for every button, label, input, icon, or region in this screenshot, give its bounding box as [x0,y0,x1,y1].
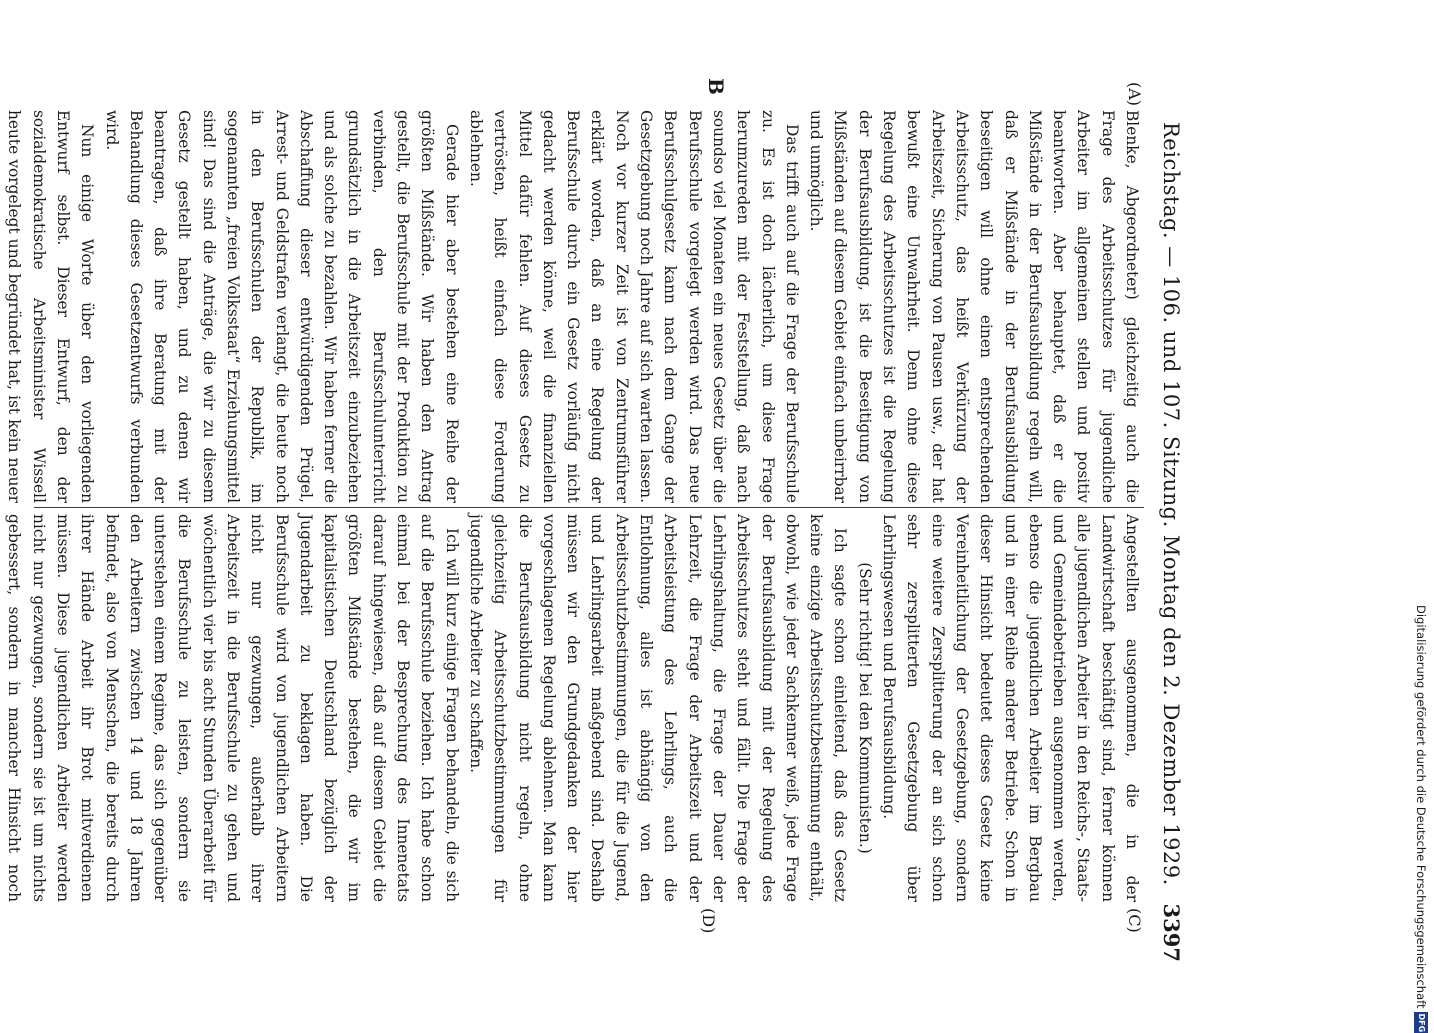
margin-mark-a: (A) [1125,82,1144,107]
paragraph: Blenke, Abgeordneter) gleichzeitig auch die Frage des Arbeitsschutzes für jugendliche Arbeiter im allgemeinen stellen und positiv beantworten. Aber behauptet, daß er die Mißstände in der Berufsausbildung regeln will, daß er Mißstände in der Berufsausbildung beseitigen will ohne einen entsprechenden Arbeitsschutz, das heißt Verkürzung der Arbeitszeit, Sicherung von Pausen usw., der hat bewußt eine Unwahrheit. Denn ohne diese Regelung des Arbeitsschutzes ist die Regelung der Berufsausbildung, ist die Beseitigung von Mißständen auf diesem Gebiet einfach unbeirrbar und unmöglich. [807,110,1141,503]
page-number: 3397 [1159,903,1184,962]
paragraph: Ich will kurz einige Fragen behandeln, die sich auf die Berufsschule beziehen. Ich habe schon einmal bei der Besprechung des Innenetats darauf hingewiesen, daß auf diesem Gebiet die größten Mißstände bestehen, die wir im kapitalistischen Deutschland bezüglich der Jugendarbeit zu beklagen haben. Die Berufsschule wird von jugendlichen Arbeitern nicht nur gezwungen, außerhalb ihrer Arbeitszeit in die Berufsschule zu gehen und wöchentlich vier bis acht Stunden Überarbeit für die Berufsschule zu leisten, sondern sie unterstehen einem Regime, das sich gegenüber den Arbeitern zwischen 14 und 18 Jahren befindet, also von Menschen, die bereits durch ihrer Hände Arbeit ihr Brot mitverdienen müssen. Diese jugendlichen Arbeiter werden nicht nur gezwungen, sondern sie ist um nichts gebessert, sondern in mancher Hinsicht noch [5,514,461,902]
margin-mark-d: (D) [699,908,718,934]
running-title: Reichstag. — 106. und 107. Sitzung. Montag den 2. Dezember 1929. [1159,122,1183,886]
paragraph: Gerade hier aber bestehen eine Reihe der größten Mißstände. Wir haben den Antrag gestellt, die Berufsschule mit der Produktion zu verbinden, den Berufsschulunterricht grundsätzlich in die Arbeitszeit einzubeziehen und als solche zu bezahlen. Wir haben ferner die Abschaffung dieser entwürdigenden Prügel, Arrest- und Geldstrafen verlangt, die heute noch in den Berufsschulen der Republik, im sogenannten „freien Volksstaat“ Erziehungsmittel sind! Das sind die Anträge, die wir zu diesem Gesetz gestellt haben, und zu denen wir beantragen, daß ihre Beratung mit der Behandlung dieses Gesetzentwurfs verbunden wird. [102,110,461,503]
paragraph: Nun einige Worte über den vorliegenden Entwurf selbst. Dieser Entwurf, den der sozialdemokratische Arbeitsminister Wissell heute vorgelegt und begründet hat, ist kein neuer [5,110,97,503]
paragraph: Das trifft auch auf die Frage der Berufsschule zu. Es ist doch lächerlich, um diese Frage herumzureden mit der Feststellung, daß nach soundso viel Monaten ein neues Gesetz über die Berufsschule vorgelegt werden wird. Das neue Berufsschulgesetz kann nach dem Gange der Gesetzgebung noch Jahre auf sich warten lassen. Noch vor kurzer Zeit ist von Zentrumsführer erklärt worden, daß an eine Regelung der Berufsschule durch ein Gesetz vorläufig nicht gedacht werden könne, weil die finanziellen Mittel dafür fehlen. Auf dieses Gesetz zu vertrösten, heißt einfach diese Forderung ablehnen. [466,110,801,503]
page-header [1158,122,1184,962]
interjection: (Sehr richtig! bei den Kommunisten.) [855,562,874,854]
paragraph: Angestellten ausgenommen, die in der Landwirtschaft beschäftigt sind, ferner können alle jugendlichen Arbeiter in den Reichs-, Staats- und Gemeindebetrieben ausgenommen werden, ebenso die jugendlichen Arbeiter im Bergbau und in einer Reihe anderer Betriebe. Schon in dieser Hinsicht bedeutet dieses Gesetz keine Vereinheitlichung der Gesetzgebung, sondern eine weitere Zersplitterung der an sich schon sehr zersplitterten Gesetzgebung über Lehrlingswesen und Berufsausbildung. [880,514,1141,902]
right-column [5,514,1144,902]
dfg-logo: DFG [1414,1012,1428,1033]
margin-mark-b: B [704,78,728,95]
margin-mark-c: (C) [1125,908,1144,933]
left-column [5,110,1144,503]
column-divider [34,507,1144,508]
credit-text: Digitalisierung gefördert durch die Deutsche Forschungsgemeinschaft [1414,605,1428,1009]
digitization-credit [1412,605,1430,1033]
paragraph: Ich sagte schon einleitend, daß das Gesetz keine einzige Arbeitsschutzbestimmung enthält, obwohl, wie jeder Sachkenner weiß, jede Frage der Berufsausbildung mit der Regelung des Arbeitsschutzes steht und fällt. Die Frage der Lehrlingshaltung, die Frage der Dauer der Lehrzeit, die Frage der Arbeitszeit und der Arbeitsleistung des Lehrlings, auch die Entlohnung, alles ist abhängig von den Arbeitsschutzbestimmungen, die für die Jugend, und Lehrlingsarbeit maßgebend sind. Deshalb müssen wir den Grundgedanken der hier vorgeschlagenen Regelung ablehnen. Man kann die Berufsausbildung nicht regeln, ohne gleichzeitig Arbeitsschutzbestimmungen für jugendliche Arbeiter zu schaffen. [466,514,850,902]
